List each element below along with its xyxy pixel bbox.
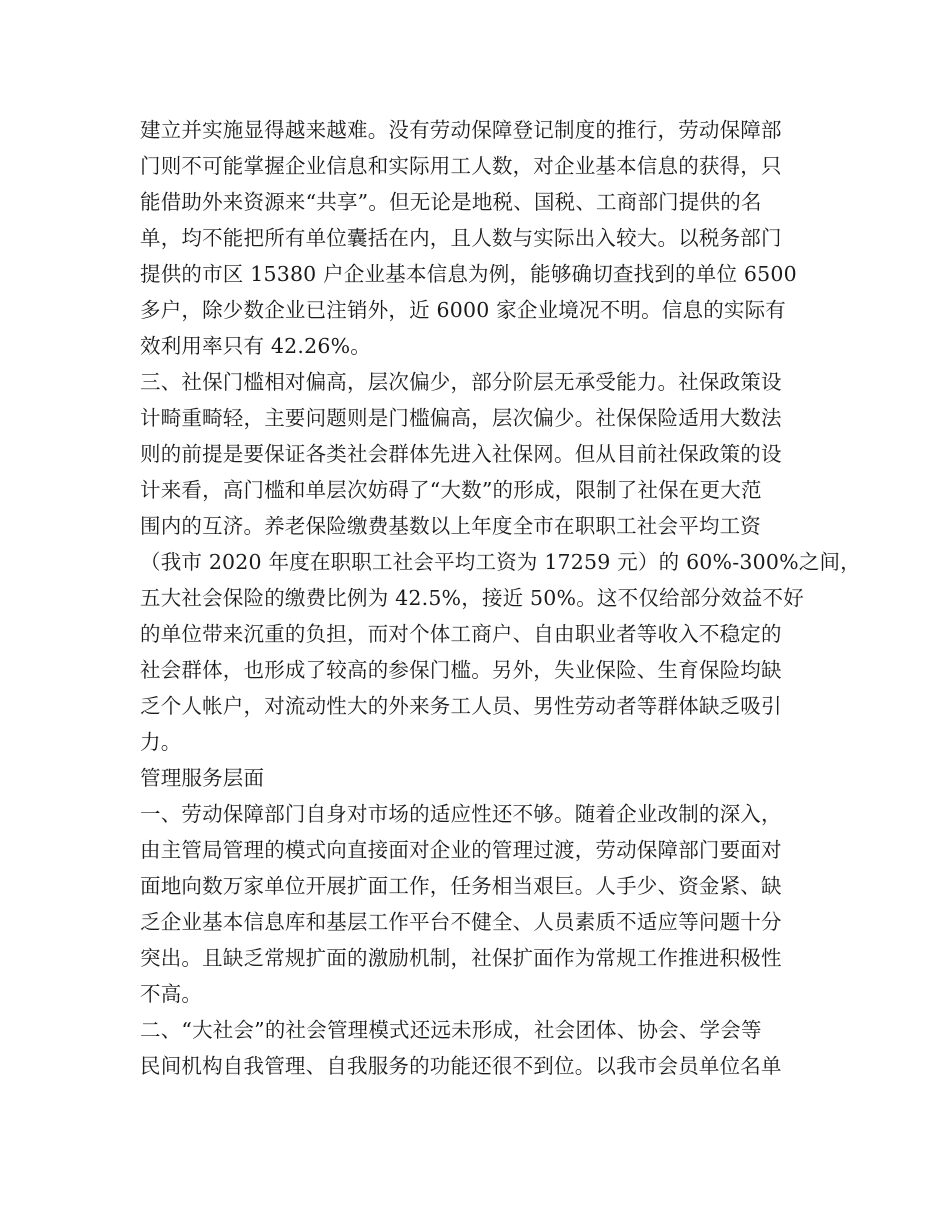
text-line: 围内的互济。养老保险缴费基数以上年度全市在职职工社会平均工资	[140, 514, 761, 538]
text-line: 突出。且缺乏常规扩面的激励机制，社保扩面作为常规工作推进积极性	[140, 946, 782, 970]
text-line: 社会群体，也形成了较高的参保门槛。另外，失业保险、生育保险均缺	[140, 658, 782, 682]
text-line: （我市 2020 年度在职职工社会平均工资为 17259 元）的 60%-300%之间，	[140, 550, 861, 574]
text-line: 民间机构自我管理、自我服务的功能还很不到位。以我市会员单位名单	[140, 1054, 782, 1078]
section-heading-line: 二、“大社会”的社会管理模式还远未形成，社会团体、协会、学会等	[140, 1018, 762, 1042]
section-heading-line: 一、劳动保障部门自身对市场的适应性还不够。随着企业改制的深入，	[140, 802, 782, 826]
text-line: 力。	[140, 730, 182, 754]
text-line: 五大社会保险的缴费比例为 42.5%，接近 50%。这不仅给部分效益不好	[140, 586, 804, 610]
section-title: 管理服务层面	[140, 766, 265, 790]
text-line: 多户，除少数企业已注销外，近 6000 家企业境况不明。信息的实际有	[140, 298, 787, 322]
section-heading-line: 三、社保门槛相对偏高，层次偏少，部分阶层无承受能力。社保政策设	[140, 370, 782, 394]
text-line: 门则不可能掌握企业信息和实际用工人数，对企业基本信息的获得，只	[140, 154, 782, 178]
text-line: 效利用率只有 42.26%。	[140, 334, 371, 358]
text-line: 乏个人帐户，对流动性大的外来务工人员、男性劳动者等群体缺乏吸引	[140, 694, 782, 718]
text-line: 单，均不能把所有单位囊括在内，且人数与实际出入较大。以税务部门	[140, 226, 782, 250]
text-line: 能借助外来资源来“共享”。但无论是地税、国税、工商部门提供的名	[140, 190, 762, 214]
text-line: 的单位带来沉重的负担，而对个体工商户、自由职业者等收入不稳定的	[140, 622, 782, 646]
text-line: 计来看，高门槛和单层次妨碍了“大数”的形成，限制了社保在更大范	[140, 478, 762, 502]
text-line: 计畸重畸轻，主要问题则是门槛偏高，层次偏少。社保保险适用大数法	[140, 406, 782, 430]
text-line: 乏企业基本信息库和基层工作平台不健全、人员素质不适应等问题十分	[140, 910, 782, 934]
document-body	[140, 112, 861, 1084]
text-line: 建立并实施显得越来越难。没有劳动保障登记制度的推行，劳动保障部	[140, 118, 782, 142]
text-line: 提供的市区 15380 户企业基本信息为例，能够确切查找到的单位 6500	[140, 262, 797, 286]
text-line: 由主管局管理的模式向直接面对企业的管理过渡，劳动保障部门要面对	[140, 838, 782, 862]
text-line: 则的前提是要保证各类社会群体先进入社保网。但从目前社保政策的设	[140, 442, 782, 466]
text-line: 不高。	[140, 982, 203, 1006]
text-line: 面地向数万家单位开展扩面工作，任务相当艰巨。人手少、资金紧、缺	[140, 874, 782, 898]
